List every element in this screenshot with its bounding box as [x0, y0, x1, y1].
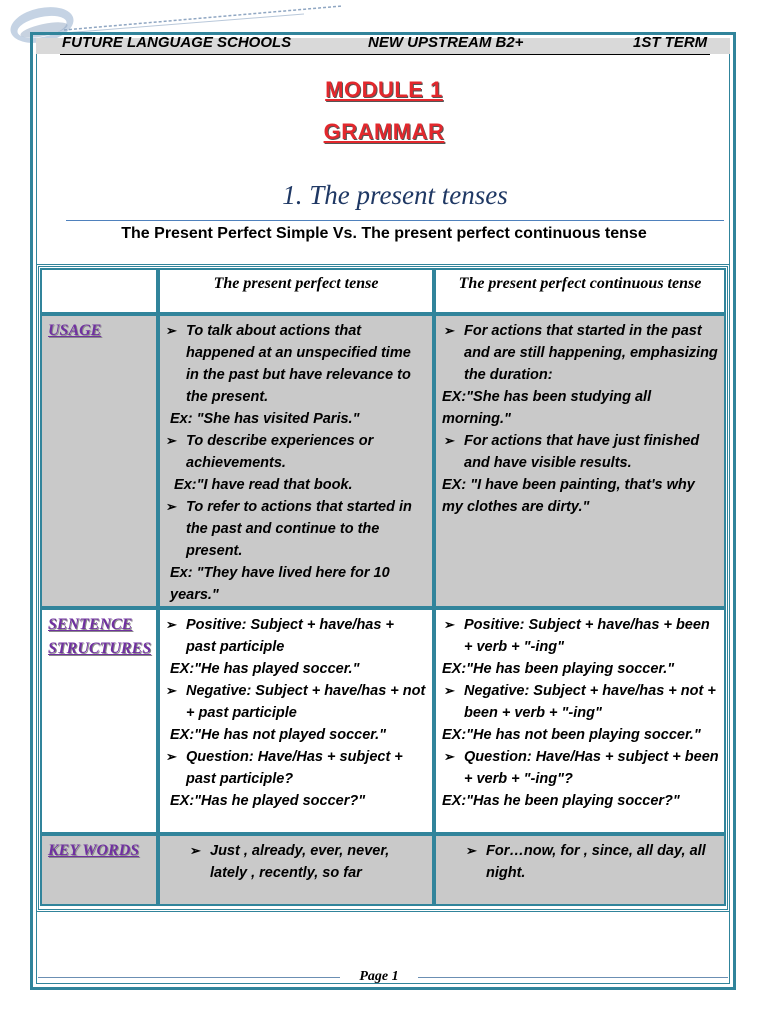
- footer-rule-left: [38, 977, 340, 978]
- list-item: ➢ To refer to actions that started in the past and continue to the present.: [164, 496, 426, 562]
- table-corner-cell: [40, 268, 158, 314]
- list-item: ➢ For…now, for , since, all day, all night.: [464, 840, 718, 884]
- list-item: ➢ For actions that started in the past and are still happening, emphasizing the duration:: [442, 320, 718, 386]
- example-line: EX:"He has not been playing soccer.": [442, 727, 701, 743]
- header-school: FUTURE LANGUAGE SCHOOLS: [62, 34, 292, 51]
- example-line: EX: "I have been painting, that's why my clothes are dirty.": [442, 477, 695, 515]
- list-item: ➢ Positive: Subject + have/has + been + verb + "-ing": [442, 614, 720, 658]
- keywords-continuous-cell: [434, 834, 726, 906]
- example-line: Ex: "She has visited Paris.": [170, 411, 360, 427]
- list-item: ➢ Positive: Subject + have/has + past participle: [164, 614, 426, 658]
- example-line: EX:"Has he been playing soccer?": [442, 793, 680, 809]
- example-line: EX:"He has not played soccer.": [170, 727, 387, 743]
- usage-label: USAGE: [48, 322, 102, 339]
- list-item: ➢ Negative: Subject + have/has + not + been + verb + "-ing": [442, 680, 720, 724]
- row-label-structures: [40, 608, 158, 834]
- usage-continuous-cell: [434, 314, 726, 608]
- example-line: EX:"She has been studying all morning.": [442, 389, 652, 427]
- header-underline: [60, 54, 710, 55]
- list-item: ➢ Negative: Subject + have/has + not + past participle: [164, 680, 426, 724]
- example-line: Ex: "They have lived here for 10 years.": [170, 565, 390, 603]
- subtitle: The Present Perfect Simple Vs. The present perfect continuous tense: [121, 225, 647, 242]
- footer-rule-right: [418, 977, 728, 978]
- col-header-continuous: The present perfect continuous tense: [434, 268, 726, 314]
- structures-label-line1: SENTENCE: [48, 616, 133, 633]
- example-line: EX:"He has played soccer.": [170, 661, 360, 677]
- keywords-label: KEY WORDS: [48, 842, 140, 859]
- row-label-usage: [40, 314, 158, 608]
- example-line: Ex:"I have read that book.: [170, 477, 353, 493]
- header-book: NEW UPSTREAM B2+: [368, 34, 524, 51]
- structures-continuous-cell: [434, 608, 726, 834]
- list-item: ➢ Just , already, ever, never, lately , recently, so far: [188, 840, 426, 884]
- list-item: ➢ Question: Have/Has + subject + past participle?: [164, 746, 426, 790]
- grammar-title: GRAMMAR: [323, 119, 445, 144]
- list-item: ➢ To talk about actions that happened at an unspecified time in the past but have relevance to the present.: [164, 320, 426, 408]
- module-title: MODULE 1: [325, 77, 443, 102]
- keywords-simple-cell: [158, 834, 434, 906]
- example-line: EX:"He has been playing soccer.": [442, 661, 675, 677]
- row-label-keywords: [40, 834, 158, 906]
- section-heading: 1. The present tenses: [282, 180, 508, 210]
- structures-simple-cell: [158, 608, 434, 834]
- list-item: ➢ To describe experiences or achievements.: [164, 430, 426, 474]
- heading-rule: [66, 220, 724, 221]
- page-number: Page 1: [359, 969, 399, 984]
- list-item: ➢ For actions that have just finished and have visible results.: [442, 430, 718, 474]
- usage-simple-cell: [158, 314, 434, 608]
- header-term: 1ST TERM: [633, 34, 708, 51]
- col-header-simple: The present perfect tense: [158, 268, 434, 314]
- list-item: ➢ Question: Have/Has + subject + been + verb + "-ing"?: [442, 746, 720, 790]
- example-line: EX:"Has he played soccer?": [170, 793, 366, 809]
- structures-label-line2: STRUCTURES: [48, 640, 152, 657]
